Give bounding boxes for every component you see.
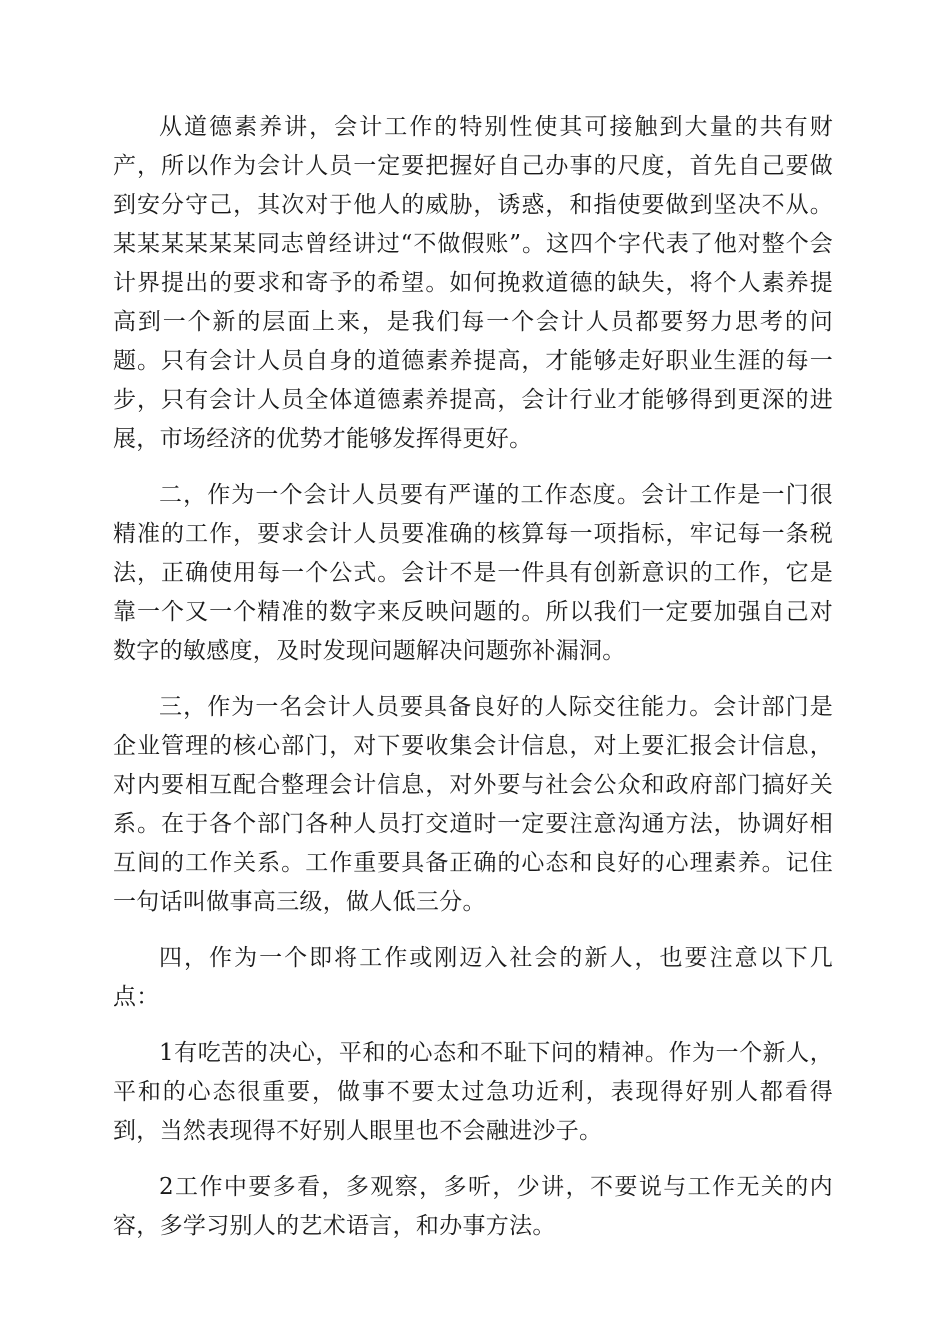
- paragraph-newcomer-intro: 四，作为一个即将工作或刚迈入社会的新人，也要注意以下几点：: [113, 945, 833, 1010]
- paragraph-interpersonal-skills: 三，作为一名会计人员要具备良好的人际交往能力。会计部门是企业管理的核心部门，对下要收集会计信息，对上要汇报会计信息，对内要相互配合整理会计信息，对外要与社会公众和政府部门搞好关系。在于各个部门各种人员打交道时一定要注意沟通方法，协调好相互间的工作关系。工作重要具备正确的心态和良好的心理素养。记住一句话叫做事高三级，做人低三分。: [113, 694, 833, 915]
- paragraph-rigorous-attitude: 二，作为一个会计人员要有严谨的工作态度。会计工作是一门很精准的工作，要求会计人员要准确的核算每一项指标，牢记每一条税法，正确使用每一个公式。会计不是一件具有创新意识的工作，它是靠一个又一个精准的数字来反映问题的。所以我们一定要加强自己对数字的敏感度，及时发现问题解决问题弥补漏洞。: [113, 482, 833, 664]
- paragraph-point-2: 2工作中要多看，多观察，多听，少讲，不要说与工作无关的内容，多学习别人的艺术语言，和办事方法。: [113, 1174, 833, 1239]
- paragraph-moral-literacy: 从道德素养讲，会计工作的特别性使其可接触到大量的共有财产，所以作为会计人员一定要把握好自己办事的尺度，首先自己要做到安分守己，其次对于他人的威胁，诱惑，和指使要做到坚决不从。某某某某某某同志曾经讲过“不做假账”。这四个字代表了他对整个会计界提出的要求和寄予的希望。如何挽救道德的缺失，将个人素养提高到一个新的层面上来，是我们每一个会计人员都要努力思考的问题。只有会计人员自身的道德素养提高，才能够走好职业生涯的每一步，只有会计人员全体道德素养提高，会计行业才能够得到更深的进展，市场经济的优势才能够发挥得更好。: [113, 114, 833, 452]
- document-body: [113, 108, 833, 1263]
- paragraph-point-1: 1有吃苦的决心，平和的心态和不耻下问的精神。作为一个新人，平和的心态很重要，做事不要太过急功近利，表现得好别人都看得到，当然表现得不好别人眼里也不会融进沙子。: [113, 1040, 833, 1144]
